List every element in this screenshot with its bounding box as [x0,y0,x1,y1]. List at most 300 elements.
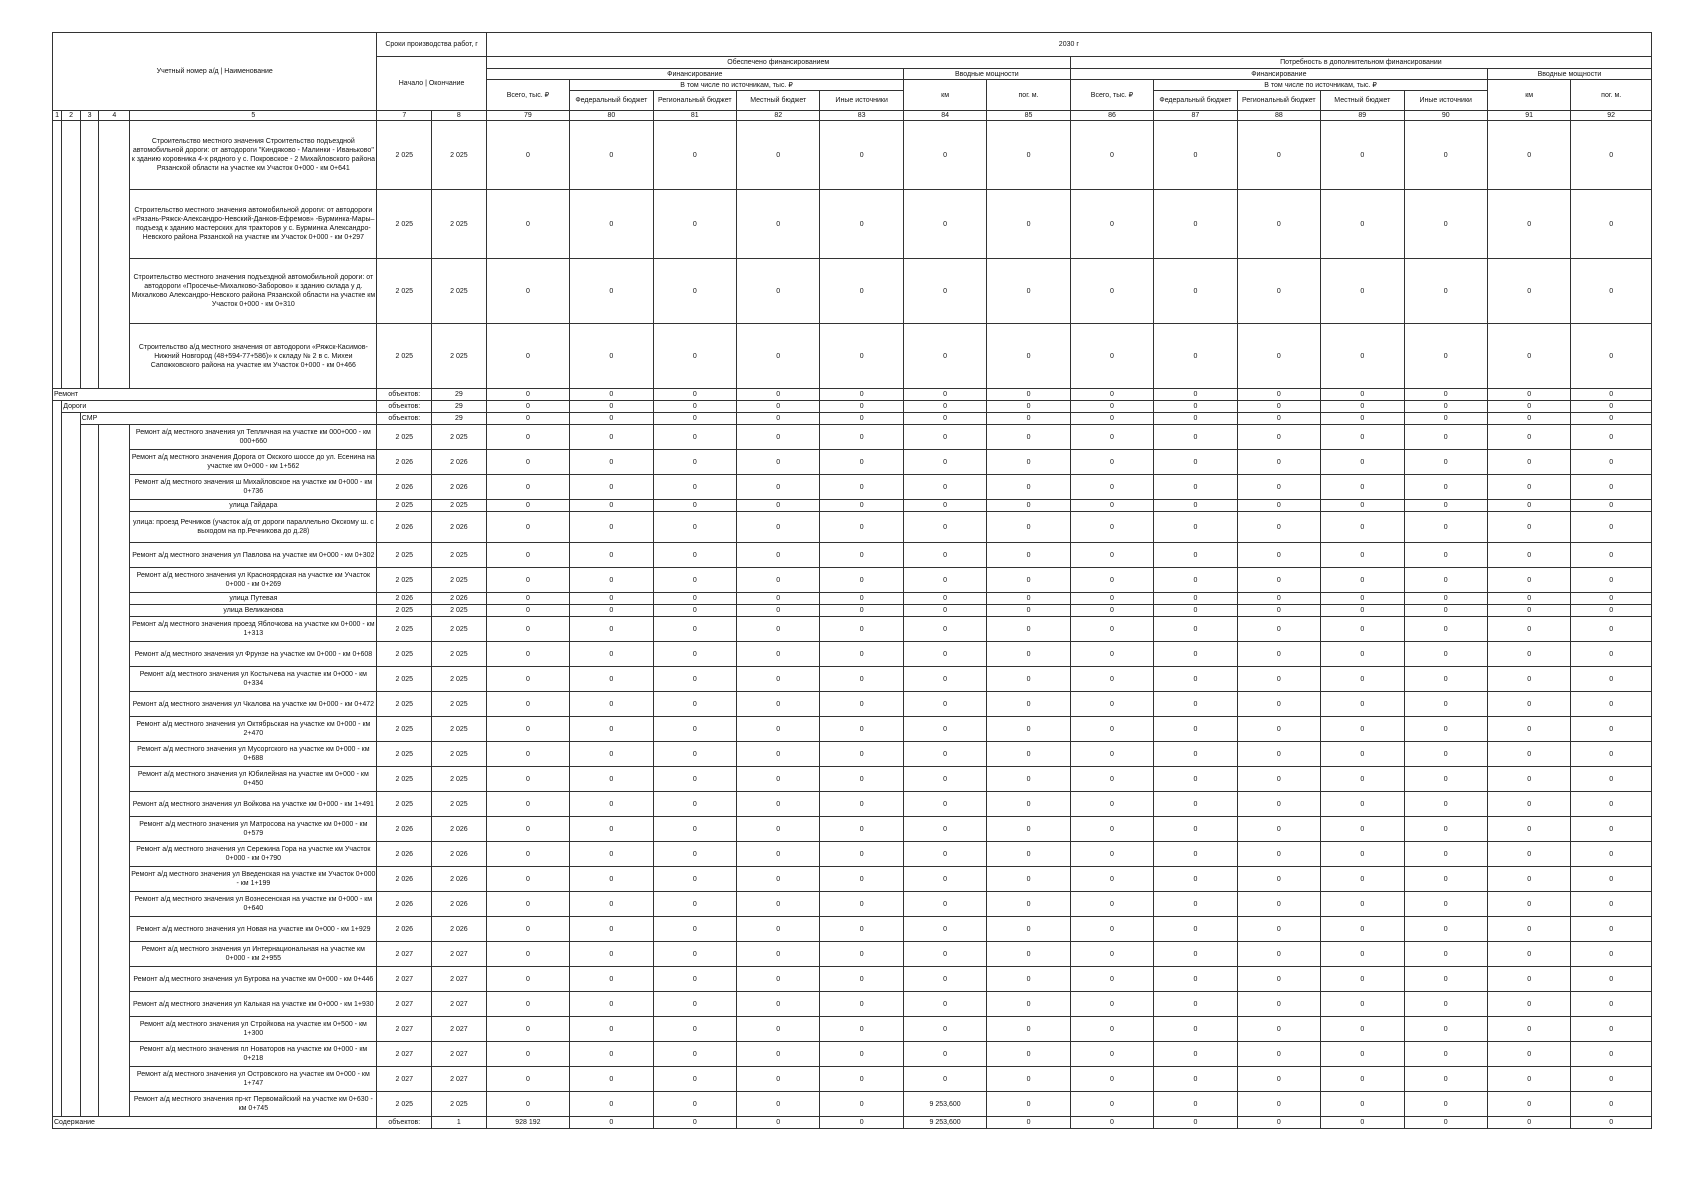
value-cell: 0 [737,401,820,413]
value-cell: 0 [1154,967,1237,992]
value-cell: 0 [1154,389,1237,401]
table-row [53,617,1652,642]
value-cell: 0 [1487,512,1570,543]
value-cell: 0 [1154,992,1237,1017]
indent-cell [62,917,81,942]
end-year: 2 026 [432,817,487,842]
value-cell: 0 [903,389,986,401]
value-cell: 0 [987,190,1070,259]
value-cell: 0 [987,450,1070,475]
indent-cell [62,692,81,717]
value-cell: 0 [1487,717,1570,742]
table-row [53,1017,1652,1042]
value-cell: 0 [486,121,569,190]
value-cell: 0 [737,450,820,475]
group-name: Ремонт [53,389,377,401]
start-year: 2 025 [377,121,432,190]
local-header: Местный бюджет [737,91,820,111]
value-cell: 0 [1154,892,1237,917]
column-number: 4 [99,111,130,121]
value-cell: 0 [1487,425,1570,450]
indent-cell [99,617,130,642]
column-number: 92 [1571,111,1652,121]
value-cell: 0 [486,500,569,512]
value-cell: 0 [1237,543,1320,568]
column-number: 89 [1321,111,1404,121]
value-cell: 0 [987,500,1070,512]
value-cell: 0 [1237,867,1320,892]
value-cell: 0 [987,642,1070,667]
indent-cell [53,867,62,892]
value-cell: 0 [570,717,653,742]
value-cell: 0 [820,1117,903,1129]
value-cell: 0 [1070,1117,1153,1129]
end-year: 2 025 [432,792,487,817]
value-cell: 0 [737,1017,820,1042]
total-header: Всего, тыс. ₽ [486,80,569,111]
value-cell: 0 [653,692,736,717]
group-row [53,413,1652,425]
value-cell: 0 [1070,401,1153,413]
value-cell: 0 [1571,401,1652,413]
value-cell: 0 [1154,1042,1237,1067]
value-cell: 0 [1321,692,1404,717]
value-cell: 0 [1571,842,1652,867]
indent-cell [62,500,81,512]
value-cell: 0 [486,942,569,967]
value-cell: 0 [903,667,986,692]
table-row [53,324,1652,389]
value-cell: 0 [1487,543,1570,568]
value-cell: 0 [737,1042,820,1067]
value-cell: 0 [903,742,986,767]
table-row [53,121,1652,190]
value-cell: 0 [820,450,903,475]
value-cell: 0 [1070,1017,1153,1042]
value-cell: 0 [1070,967,1153,992]
indent-cell [80,568,99,593]
value-cell: 0 [1404,259,1487,324]
value-cell: 0 [987,401,1070,413]
indent-cell [62,413,81,425]
km-header: км [1487,80,1570,111]
value-cell: 0 [1237,967,1320,992]
value-cell: 0 [1487,667,1570,692]
indent-cell [99,892,130,917]
indent-cell [99,512,130,543]
end-year: 2 027 [432,1042,487,1067]
value-cell: 0 [987,767,1070,792]
value-cell: 0 [653,475,736,500]
sources-header: В том числе по источникам, тыс. ₽ [570,80,904,91]
value-cell: 0 [1571,389,1652,401]
indent-cell [53,568,62,593]
value-cell: 0 [1404,842,1487,867]
indent-cell [80,842,99,867]
indent-cell [80,1017,99,1042]
table-row [53,967,1652,992]
value-cell: 0 [1321,817,1404,842]
value-cell: 0 [820,593,903,605]
object-name: улица Гайдара [130,500,377,512]
indent-cell [62,642,81,667]
value-cell: 0 [820,543,903,568]
indent-cell [80,692,99,717]
value-cell: 0 [486,413,569,425]
indent-cell [80,1042,99,1067]
indent-cell [62,842,81,867]
value-cell: 0 [1404,425,1487,450]
value-cell: 0 [1070,593,1153,605]
start-year: 2 025 [377,642,432,667]
start-year: 2 025 [377,617,432,642]
value-cell: 0 [1321,259,1404,324]
value-cell: 0 [1237,259,1320,324]
start-year: 2 025 [377,792,432,817]
value-cell: 0 [1070,568,1153,593]
value-cell: 0 [1571,543,1652,568]
value-cell: 0 [1070,667,1153,692]
value-cell: 0 [987,413,1070,425]
value-cell: 0 [903,767,986,792]
capacity-header: Вводные мощности [1487,69,1651,80]
value-cell: 0 [570,617,653,642]
indent-cell [53,642,62,667]
value-cell: 0 [903,617,986,642]
column-number: 81 [653,111,736,121]
indent-cell [53,717,62,742]
value-cell: 9 253,600 [903,1117,986,1129]
value-cell: 9 253,600 [903,1092,986,1117]
value-cell: 0 [1404,867,1487,892]
objects-count: 1 [432,1117,487,1129]
value-cell: 0 [1404,992,1487,1017]
value-cell: 0 [1237,667,1320,692]
value-cell: 0 [486,543,569,568]
value-cell: 0 [570,842,653,867]
value-cell: 0 [653,450,736,475]
regional-header: Региональный бюджет [653,91,736,111]
value-cell: 0 [737,742,820,767]
column-number: 79 [486,111,569,121]
value-cell: 0 [1154,767,1237,792]
value-cell: 0 [987,867,1070,892]
value-cell: 0 [1404,401,1487,413]
table-row [53,259,1652,324]
value-cell: 0 [1070,942,1153,967]
value-cell: 0 [1154,543,1237,568]
value-cell: 0 [653,190,736,259]
indent-cell [62,121,81,190]
indent-cell [53,500,62,512]
value-cell: 0 [987,917,1070,942]
value-cell: 0 [1404,667,1487,692]
value-cell: 0 [1321,450,1404,475]
value-cell: 0 [1404,692,1487,717]
indent-cell [80,324,99,389]
value-cell: 0 [903,992,986,1017]
value-cell: 0 [1487,450,1570,475]
object-name: Ремонт а/д местного значения проезд Яблочкова на участке км 0+000 - км 1+313 [130,617,377,642]
value-cell: 0 [570,792,653,817]
object-name: Ремонт а/д местного значения ул Сережина Гора на участке км Участок 0+000 - км 0+790 [130,842,377,867]
value-cell: 0 [737,512,820,543]
value-cell: 0 [570,1092,653,1117]
other-header: Иные источники [820,91,903,111]
indent-cell [53,425,62,450]
indent-cell [99,717,130,742]
indent-cell [80,667,99,692]
indent-cell [53,917,62,942]
value-cell: 0 [570,767,653,792]
value-cell: 0 [1487,1067,1570,1092]
end-year: 2 025 [432,543,487,568]
start-year: 2 025 [377,568,432,593]
table-row [53,500,1652,512]
value-cell: 0 [987,593,1070,605]
value-cell: 0 [820,413,903,425]
column-number: 88 [1237,111,1320,121]
value-cell: 0 [737,1092,820,1117]
value-cell: 0 [1237,1017,1320,1042]
value-cell: 0 [903,942,986,967]
table-row [53,892,1652,917]
indent-cell [62,593,81,605]
value-cell: 0 [737,190,820,259]
value-cell: 0 [1487,121,1570,190]
value-cell: 0 [1237,767,1320,792]
value-cell: 0 [737,917,820,942]
value-cell: 0 [1237,717,1320,742]
value-cell: 0 [1237,389,1320,401]
value-cell: 0 [1154,475,1237,500]
table-row [53,1067,1652,1092]
end-year: 2 025 [432,692,487,717]
value-cell: 0 [737,667,820,692]
value-cell: 0 [1154,692,1237,717]
value-cell: 0 [820,1042,903,1067]
value-cell: 0 [1487,792,1570,817]
value-cell: 0 [1321,475,1404,500]
value-cell: 0 [1070,1067,1153,1092]
value-cell: 0 [903,413,986,425]
value-cell: 0 [570,642,653,667]
value-cell: 0 [1237,742,1320,767]
value-cell: 0 [1404,717,1487,742]
value-cell: 0 [820,500,903,512]
value-cell: 0 [1237,1092,1320,1117]
value-cell: 0 [820,1092,903,1117]
value-cell: 0 [1237,1117,1320,1129]
value-cell: 0 [820,605,903,617]
value-cell: 0 [903,475,986,500]
value-cell: 0 [1321,190,1404,259]
indent-cell [99,543,130,568]
value-cell: 0 [987,425,1070,450]
value-cell: 0 [1070,1092,1153,1117]
end-year: 2 025 [432,500,487,512]
value-cell: 0 [1571,817,1652,842]
value-cell: 0 [1237,413,1320,425]
indent-cell [62,190,81,259]
value-cell: 0 [653,425,736,450]
value-cell: 0 [486,742,569,767]
value-cell: 0 [1487,190,1570,259]
regional-header: Региональный бюджет [1237,91,1320,111]
value-cell: 0 [1321,792,1404,817]
value-cell: 0 [1237,617,1320,642]
object-name: Ремонт а/д местного значения ул Введенская на участке км Участок 0+000 - км 1+199 [130,867,377,892]
value-cell: 0 [1404,389,1487,401]
indent-cell [80,259,99,324]
value-cell: 0 [486,259,569,324]
indent-cell [80,892,99,917]
table-row [53,642,1652,667]
column-number: 3 [80,111,99,121]
value-cell: 0 [820,389,903,401]
start-year: 2 025 [377,717,432,742]
indent-cell [80,121,99,190]
value-cell: 0 [987,259,1070,324]
value-cell: 0 [737,892,820,917]
end-year: 2 025 [432,717,487,742]
value-cell: 0 [1404,543,1487,568]
value-cell: 0 [1571,324,1652,389]
value-cell: 0 [1404,942,1487,967]
value-cell: 0 [1321,121,1404,190]
value-cell: 0 [486,617,569,642]
value-cell: 0 [903,605,986,617]
start-year: 2 026 [377,842,432,867]
value-cell: 0 [1154,259,1237,324]
value-cell: 0 [1571,967,1652,992]
objects-count: 29 [432,413,487,425]
federal-header: Федеральный бюджет [570,91,653,111]
value-cell: 0 [1070,842,1153,867]
indent-cell [99,742,130,767]
value-cell: 0 [1070,605,1153,617]
value-cell: 0 [653,717,736,742]
value-cell: 0 [486,1067,569,1092]
value-cell: 0 [1154,1117,1237,1129]
value-cell: 0 [737,1067,820,1092]
value-cell: 0 [1404,617,1487,642]
value-cell: 0 [1487,942,1570,967]
value-cell: 0 [903,842,986,867]
value-cell: 0 [1487,867,1570,892]
value-cell: 0 [570,742,653,767]
start-year: 2 027 [377,1042,432,1067]
value-cell: 0 [1237,500,1320,512]
value-cell: 0 [653,500,736,512]
value-cell: 0 [653,389,736,401]
value-cell: 0 [820,259,903,324]
value-cell: 0 [903,1017,986,1042]
value-cell: 0 [570,1017,653,1042]
value-cell: 0 [653,1017,736,1042]
indent-cell [80,500,99,512]
end-year: 2 025 [432,605,487,617]
value-cell: 0 [1487,842,1570,867]
value-cell: 0 [1237,568,1320,593]
value-cell: 0 [570,475,653,500]
value-cell: 0 [1404,817,1487,842]
value-cell: 0 [903,500,986,512]
value-cell: 0 [820,512,903,543]
value-cell: 0 [1070,817,1153,842]
end-year: 2 025 [432,190,487,259]
end-year: 2 027 [432,1017,487,1042]
value-cell: 0 [1070,259,1153,324]
indent-cell [99,1017,130,1042]
value-cell: 0 [653,1092,736,1117]
object-name: Ремонт а/д местного значения ул Бугрова на участке км 0+000 - км 0+446 [130,967,377,992]
indent-cell [62,942,81,967]
start-year: 2 027 [377,1067,432,1092]
value-cell: 0 [820,892,903,917]
objects-label: объектов: [377,413,432,425]
value-cell: 0 [1571,642,1652,667]
value-cell: 0 [737,792,820,817]
indent-cell [80,642,99,667]
value-cell: 0 [653,742,736,767]
value-cell: 0 [1321,401,1404,413]
value-cell: 0 [987,512,1070,543]
value-cell: 0 [987,1117,1070,1129]
start-year: 2 027 [377,967,432,992]
object-name: Ремонт а/д местного значения ул Красноярдская на участке км Участок 0+000 - км 0+269 [130,568,377,593]
value-cell: 0 [1321,1067,1404,1092]
value-cell: 0 [737,500,820,512]
value-cell: 0 [1154,500,1237,512]
value-cell: 0 [1571,593,1652,605]
value-cell: 0 [1321,1092,1404,1117]
table-row [53,593,1652,605]
value-cell: 0 [486,190,569,259]
value-cell: 0 [1487,259,1570,324]
value-cell: 0 [820,617,903,642]
value-cell: 0 [1571,867,1652,892]
value-cell: 0 [1571,259,1652,324]
indent-cell [62,1067,81,1092]
indent-cell [80,605,99,617]
needed-header: Потребность в дополнительном финансировании [1070,57,1651,69]
value-cell: 0 [1321,617,1404,642]
objects-count: 29 [432,401,487,413]
value-cell: 0 [1571,942,1652,967]
value-cell: 0 [486,992,569,1017]
end-year: 2 025 [432,259,487,324]
value-cell: 0 [570,942,653,967]
value-cell: 0 [737,593,820,605]
value-cell: 0 [737,475,820,500]
object-name: Ремонт а/д местного значения ул Мусоргского на участке км 0+000 - км 0+688 [130,742,377,767]
terms-header: Сроки производства работ, г [377,33,486,57]
value-cell: 0 [1487,742,1570,767]
value-cell: 0 [653,512,736,543]
value-cell: 0 [737,842,820,867]
value-cell: 0 [1070,543,1153,568]
table-row [53,543,1652,568]
value-cell: 0 [653,992,736,1017]
table-row [53,917,1652,942]
sources-header: В том числе по источникам, тыс. ₽ [1154,80,1488,91]
column-number: 2 [62,111,81,121]
value-cell: 0 [903,1067,986,1092]
value-cell: 0 [570,413,653,425]
indent-cell [99,917,130,942]
value-cell: 0 [1070,867,1153,892]
